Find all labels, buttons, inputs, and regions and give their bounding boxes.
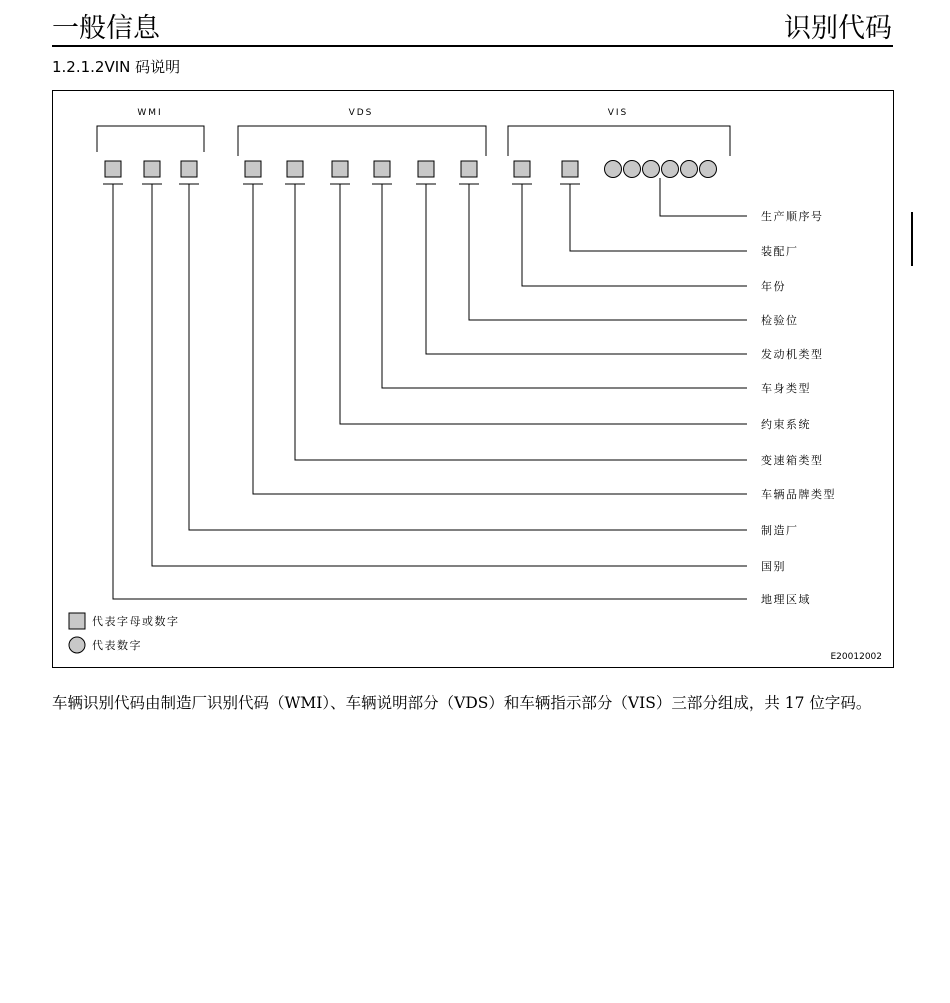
section-title: 1.2.1.2VIN 码说明 xyxy=(52,58,181,76)
change-bar xyxy=(911,212,913,266)
char-square-3 xyxy=(181,161,197,177)
char-circle-2 xyxy=(624,161,641,178)
label-transmission: 变速箱类型 xyxy=(761,454,824,467)
char-square-11 xyxy=(562,161,578,177)
leader-brand xyxy=(253,184,747,494)
label-engine: 发动机类型 xyxy=(761,348,824,361)
bracket-wmi xyxy=(97,126,204,152)
char-square-8 xyxy=(418,161,434,177)
char-circle-6 xyxy=(700,161,717,178)
bracket-vds xyxy=(238,126,486,156)
description-paragraph: 车辆识别代码由制造厂识别代码（WMI）、车辆说明部分（VDS）和车辆指示部分（VIS）三部分组成，共 17 位字码。 xyxy=(52,694,872,712)
leader-region xyxy=(113,184,747,599)
leader-manufacturer xyxy=(189,184,747,530)
char-square-7 xyxy=(374,161,390,177)
label-serial: 生产顺序号 xyxy=(761,210,824,223)
char-square-5 xyxy=(287,161,303,177)
header-divider xyxy=(52,45,893,47)
leader-country xyxy=(152,184,747,566)
legend-square-icon xyxy=(69,613,85,629)
leader-transmission xyxy=(295,184,747,460)
label-region: 地理区域 xyxy=(761,593,811,606)
char-circle-1 xyxy=(605,161,622,178)
vin-diagram xyxy=(52,90,894,668)
leader-year xyxy=(522,184,747,286)
group-label-vis: VIS xyxy=(607,108,629,118)
group-label-vds: VDS xyxy=(348,108,374,118)
char-square-9 xyxy=(461,161,477,177)
bracket-vis xyxy=(508,126,730,156)
legend-circle-icon xyxy=(69,637,85,653)
char-circle-4 xyxy=(662,161,679,178)
leader-serial xyxy=(660,178,747,216)
char-square-2 xyxy=(144,161,160,177)
label-restraint: 约束系统 xyxy=(761,418,811,431)
header-left-title: 一般信息 xyxy=(52,13,160,44)
label-check: 检验位 xyxy=(761,314,799,327)
char-square-6 xyxy=(332,161,348,177)
label-brand: 车辆品牌类型 xyxy=(761,488,836,501)
leader-check xyxy=(469,184,747,320)
label-country: 国别 xyxy=(761,560,786,573)
char-square-10 xyxy=(514,161,530,177)
legend-circle-label: 代表数字 xyxy=(92,639,142,652)
label-year: 年份 xyxy=(761,280,786,293)
header-right-title: 识别代码 xyxy=(784,13,892,44)
figure-id: E20012002 xyxy=(830,652,882,662)
char-square-1 xyxy=(105,161,121,177)
char-circle-5 xyxy=(681,161,698,178)
char-circle-3 xyxy=(643,161,660,178)
char-square-4 xyxy=(245,161,261,177)
label-manufacturer: 制造厂 xyxy=(761,524,799,537)
group-label-wmi: WMI xyxy=(137,108,163,118)
leader-plant xyxy=(570,184,747,251)
label-body: 车身类型 xyxy=(761,382,811,395)
legend-square-label: 代表字母或数字 xyxy=(92,615,180,628)
label-plant: 装配厂 xyxy=(761,245,799,258)
leader-engine xyxy=(426,184,747,354)
